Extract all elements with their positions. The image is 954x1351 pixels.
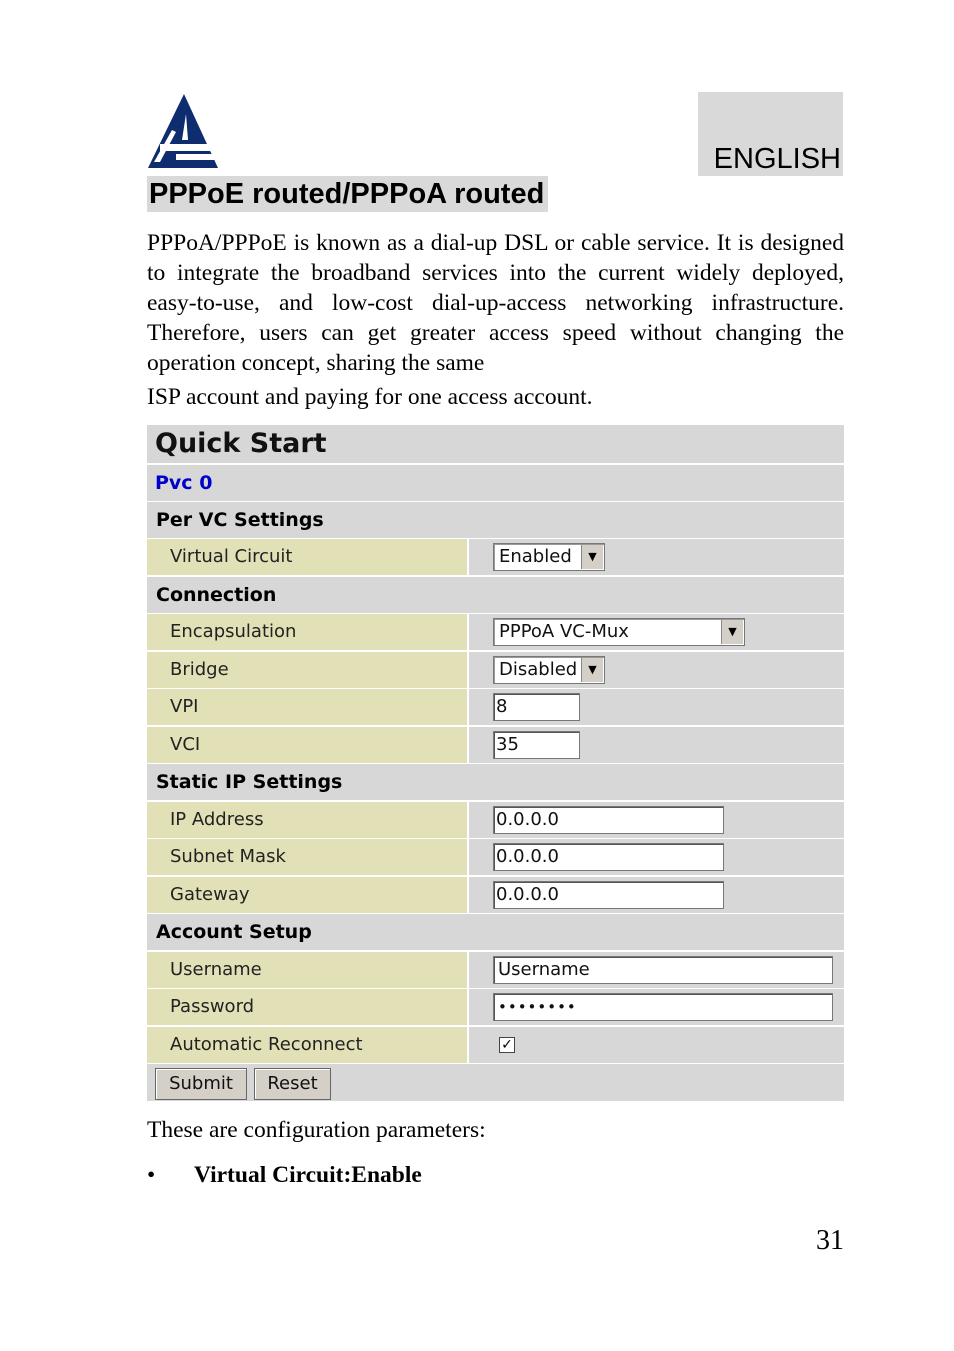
username-label: Username [170,959,262,980]
encapsulation-row [147,614,844,650]
virtual-circuit-value: Enabled [499,546,572,567]
chevron-down-icon[interactable]: ▼ [581,658,603,682]
ip-address-value: 0.0.0.0 [496,809,559,830]
password-label: Password [170,996,255,1017]
language-label: ENGLISH [713,143,841,175]
subnet-mask-input[interactable] [493,843,724,871]
gateway-input[interactable] [493,881,724,909]
quick-start-title: Quick Start [155,428,327,459]
chevron-down-icon[interactable]: ▼ [721,620,743,644]
page-number: 31 [816,1225,844,1256]
form-buttons-row [147,1064,844,1101]
bullet-icon: • [147,1162,156,1188]
gateway-label: Gateway [170,884,250,905]
intro-paragraph-last-line: ISP account and paying for one access account. [147,384,593,410]
subnet-mask-label: Subnet Mask [170,846,286,867]
vci-row [147,727,844,763]
username-input[interactable] [493,956,833,984]
subnet-mask-value: 0.0.0.0 [496,846,559,867]
vci-value: 35 [496,734,519,755]
pvc-row [147,465,844,501]
password-input[interactable] [493,993,833,1021]
bridge-row [147,652,844,688]
auto-reconnect-label: Automatic Reconnect [170,1034,363,1055]
account-setup-header [147,914,844,950]
virtual-circuit-label: Virtual Circuit [170,546,293,567]
bridge-value: Disabled [499,659,578,680]
connection-header [147,577,844,613]
intro-paragraph: PPPoA/PPPoE is known as a dial-up DSL or cable service. It is designed to integrate the broadband services into the current widely deployed, easy-to-use, and low-cost dial-up-access networking infrastructure. Therefore, users can get greater access speed without changing the operation concept, sharing the same [147,230,844,376]
vpi-value: 8 [496,696,508,717]
atlantis-logo-icon [146,92,220,170]
submit-button[interactable]: Submit [155,1068,247,1100]
check-icon: ✓ [501,1037,513,1053]
bullet-item-virtual-circuit: Virtual Circuit:Enable [194,1162,422,1188]
auto-reconnect-checkbox[interactable] [499,1037,515,1053]
password-value: •••••••• [498,998,577,1016]
pvc-label: Pvc 0 [155,472,213,494]
static-ip-settings-header [147,764,844,800]
vpi-row [147,689,844,725]
username-value: Username [498,959,590,980]
ip-address-input[interactable] [493,806,724,834]
section-title: PPPoE routed/PPPoA routed [147,176,548,212]
reset-button[interactable]: Reset [254,1068,331,1100]
ip-address-row [147,802,844,838]
static-ip-settings-title: Static IP Settings [156,771,343,793]
chevron-down-icon[interactable]: ▼ [581,545,603,569]
subnet-mask-row [147,839,844,875]
virtual-circuit-row [147,539,844,575]
bridge-select[interactable] [493,656,605,684]
username-row [147,952,844,988]
per-vc-settings-header [147,502,844,538]
encapsulation-select[interactable] [493,618,745,646]
language-box [698,92,843,176]
encapsulation-label: Encapsulation [170,621,297,642]
vpi-label: VPI [170,696,199,717]
gateway-value: 0.0.0.0 [496,884,559,905]
encapsulation-value: PPPoA VC-Mux [499,621,629,642]
vci-input[interactable] [493,731,580,759]
account-setup-title: Account Setup [156,921,312,943]
connection-title: Connection [156,584,277,606]
config-parameters-text: These are configuration parameters: [147,1117,486,1143]
vpi-input[interactable] [493,693,580,721]
virtual-circuit-select[interactable] [493,543,605,571]
auto-reconnect-row [147,1027,844,1063]
gateway-row [147,877,844,913]
bridge-label: Bridge [170,659,229,680]
per-vc-settings-title: Per VC Settings [156,509,324,531]
password-row [147,989,844,1025]
ip-address-label: IP Address [170,809,264,830]
vci-label: VCI [170,734,201,755]
quick-start-panel [147,425,844,1101]
quick-start-header [147,425,844,463]
